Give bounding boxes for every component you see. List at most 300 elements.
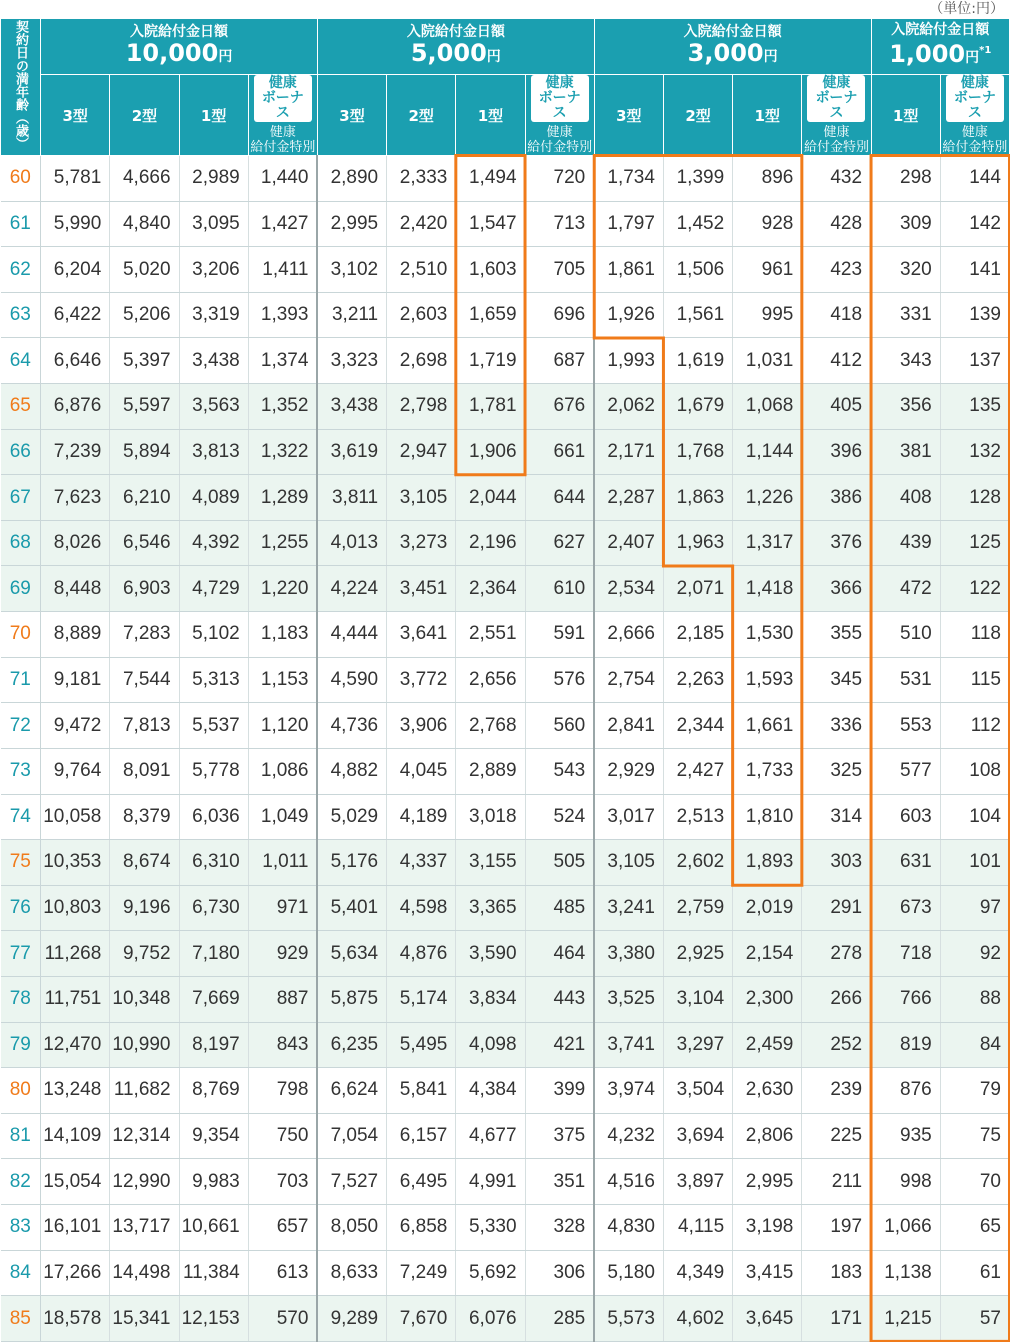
premium-cell: 1,993 (594, 338, 663, 384)
premium-cell: 1,066 (871, 1205, 940, 1251)
table-row (1, 429, 1010, 475)
premium-cell: 291 (802, 885, 871, 931)
premium-cell: 12,990 (110, 1159, 179, 1205)
premium-cell: 1,906 (456, 429, 525, 475)
premium-cell: 17,266 (41, 1250, 110, 1296)
premium-cell: 2,071 (663, 566, 732, 612)
premium-cell: 1,120 (248, 703, 317, 749)
premium-cell: 531 (871, 657, 940, 703)
premium-cell: 6,646 (41, 338, 110, 384)
age-cell: 74 (1, 794, 41, 840)
age-cell: 69 (1, 566, 41, 612)
premium-cell: 12,314 (110, 1113, 179, 1159)
premium-cell: 887 (248, 976, 317, 1022)
premium-cell: 8,050 (317, 1205, 386, 1251)
age-cell: 64 (1, 338, 41, 384)
age-cell: 85 (1, 1296, 41, 1342)
premium-cell: 6,903 (110, 566, 179, 612)
premium-cell: 2,925 (663, 931, 732, 977)
premium-cell: 8,769 (179, 1068, 248, 1114)
premium-cell: 4,384 (456, 1068, 525, 1114)
premium-cell: 1,374 (248, 338, 317, 384)
type-column-header: 1型 (179, 75, 248, 156)
premium-cell: 6,730 (179, 885, 248, 931)
premium-cell: 6,546 (110, 520, 179, 566)
premium-cell: 3,772 (387, 657, 456, 703)
table-row (1, 1159, 1010, 1205)
premium-cell: 115 (940, 657, 1009, 703)
premium-cell: 2,534 (594, 566, 663, 612)
premium-cell: 14,109 (41, 1113, 110, 1159)
table-row (1, 657, 1010, 703)
premium-cell: 4,392 (179, 520, 248, 566)
premium-cell: 1,661 (733, 703, 802, 749)
premium-cell: 14,498 (110, 1250, 179, 1296)
table-row (1, 201, 1010, 247)
premium-cell: 7,180 (179, 931, 248, 977)
premium-cell: 4,089 (179, 475, 248, 521)
premium-cell: 8,674 (110, 840, 179, 886)
premium-cell: 7,813 (110, 703, 179, 749)
premium-cell: 75 (940, 1113, 1009, 1159)
premium-cell: 2,513 (663, 794, 732, 840)
table-row (1, 1068, 1010, 1114)
premium-cell: 443 (525, 976, 594, 1022)
premium-cell: 6,204 (41, 247, 110, 293)
premium-cell: 1,659 (456, 292, 525, 338)
premium-cell: 9,764 (41, 748, 110, 794)
premium-cell: 8,379 (110, 794, 179, 840)
premium-cell: 3,323 (317, 338, 386, 384)
premium-cell: 3,563 (179, 384, 248, 430)
table-row (1, 885, 1010, 931)
premium-cell: 128 (940, 475, 1009, 521)
bonus-column-header: 健康 ボーナス 健康 給付金特別 (940, 75, 1009, 156)
premium-cell: 118 (940, 612, 1009, 658)
premium-cell: 197 (802, 1205, 871, 1251)
bonus-badge: 健康 ボーナス (254, 75, 312, 122)
premium-cell: 4,115 (663, 1205, 732, 1251)
premium-cell: 97 (940, 885, 1009, 931)
premium-cell: 211 (802, 1159, 871, 1205)
bonus-badge: 健康 ボーナス (946, 75, 1004, 122)
premium-cell: 6,157 (387, 1113, 456, 1159)
premium-cell: 1,220 (248, 566, 317, 612)
premium-cell: 5,102 (179, 612, 248, 658)
premium-cell: 2,841 (594, 703, 663, 749)
age-column-header: 契約日の満年齢（歳） (1, 19, 41, 156)
premium-cell: 2,196 (456, 520, 525, 566)
table-row (1, 1296, 1010, 1342)
premium-cell: 336 (802, 703, 871, 749)
premium-table (0, 18, 1010, 1342)
type-column-header: 1型 (456, 75, 525, 156)
premium-cell: 2,420 (387, 201, 456, 247)
premium-cell: 171 (802, 1296, 871, 1342)
group-header-10000: 入院給付金日額 10,000円 (41, 19, 318, 75)
premium-cell: 11,751 (41, 976, 110, 1022)
premium-cell: 1,068 (733, 384, 802, 430)
premium-cell: 6,858 (387, 1205, 456, 1251)
bonus-column-header: 健康 ボーナス 健康 給付金特別 (248, 75, 317, 156)
premium-cell: 2,806 (733, 1113, 802, 1159)
premium-cell: 5,841 (387, 1068, 456, 1114)
premium-cell: 418 (802, 292, 871, 338)
premium-cell: 3,380 (594, 931, 663, 977)
premium-cell: 285 (525, 1296, 594, 1342)
premium-cell: 4,840 (110, 201, 179, 247)
premium-cell: 3,438 (179, 338, 248, 384)
age-cell: 68 (1, 520, 41, 566)
premium-cell: 2,344 (663, 703, 732, 749)
premium-cell: 325 (802, 748, 871, 794)
premium-cell: 3,206 (179, 247, 248, 293)
premium-cell: 421 (525, 1022, 594, 1068)
table-row (1, 1113, 1010, 1159)
premium-cell: 961 (733, 247, 802, 293)
premium-cell: 298 (871, 156, 940, 202)
premium-cell: 720 (525, 156, 594, 202)
premium-cell: 2,656 (456, 657, 525, 703)
table-row (1, 1022, 1010, 1068)
group-header-1000: 入院給付金日額 1,000円$^{*1}$ (871, 19, 1009, 75)
premium-cell: 3,694 (663, 1113, 732, 1159)
premium-cell: 6,422 (41, 292, 110, 338)
premium-cell: 2,890 (317, 156, 386, 202)
premium-cell: 4,666 (110, 156, 179, 202)
premium-cell: 998 (871, 1159, 940, 1205)
age-cell: 62 (1, 247, 41, 293)
premium-cell: 2,602 (663, 840, 732, 886)
premium-cell: 1,144 (733, 429, 802, 475)
premium-cell: 423 (802, 247, 871, 293)
premium-cell: 412 (802, 338, 871, 384)
table-row (1, 520, 1010, 566)
premium-cell: 135 (940, 384, 1009, 430)
premium-cell: 355 (802, 612, 871, 658)
premium-cell: 2,989 (179, 156, 248, 202)
premium-cell: 15,054 (41, 1159, 110, 1205)
premium-cell: 2,427 (663, 748, 732, 794)
premium-cell: 4,098 (456, 1022, 525, 1068)
premium-cell: 5,020 (110, 247, 179, 293)
premium-cell: 18,578 (41, 1296, 110, 1342)
premium-cell: 84 (940, 1022, 1009, 1068)
age-cell: 78 (1, 976, 41, 1022)
premium-cell: 3,641 (387, 612, 456, 658)
premium-cell: 11,268 (41, 931, 110, 977)
premium-cell: 2,768 (456, 703, 525, 749)
premium-cell: 627 (525, 520, 594, 566)
premium-cell: 570 (248, 1296, 317, 1342)
premium-cell: 1,427 (248, 201, 317, 247)
type-column-header: 2型 (387, 75, 456, 156)
premium-cell: 798 (248, 1068, 317, 1114)
premium-cell: 396 (802, 429, 871, 475)
age-cell: 81 (1, 1113, 41, 1159)
premium-cell: 13,248 (41, 1068, 110, 1114)
premium-cell: 1,506 (663, 247, 732, 293)
premium-cell: 3,018 (456, 794, 525, 840)
premium-cell: 4,876 (387, 931, 456, 977)
premium-cell: 399 (525, 1068, 594, 1114)
premium-cell: 1,317 (733, 520, 802, 566)
premium-cell: 1,734 (594, 156, 663, 202)
premium-cell: 7,527 (317, 1159, 386, 1205)
premium-cell: 3,811 (317, 475, 386, 521)
premium-cell: 577 (871, 748, 940, 794)
premium-cell: 2,889 (456, 748, 525, 794)
premium-cell: 2,798 (387, 384, 456, 430)
premium-cell: 2,754 (594, 657, 663, 703)
premium-cell: 9,472 (41, 703, 110, 749)
premium-cell: 405 (802, 384, 871, 430)
age-cell: 80 (1, 1068, 41, 1114)
premium-cell: 5,206 (110, 292, 179, 338)
premium-cell: 1,011 (248, 840, 317, 886)
premium-cell: 239 (802, 1068, 871, 1114)
premium-cell: 703 (248, 1159, 317, 1205)
premium-cell: 2,510 (387, 247, 456, 293)
age-cell: 63 (1, 292, 41, 338)
premium-cell: 61 (940, 1250, 1009, 1296)
premium-cell: 5,781 (41, 156, 110, 202)
premium-cell: 3,105 (387, 475, 456, 521)
premium-cell: 6,310 (179, 840, 248, 886)
age-cell: 71 (1, 657, 41, 703)
premium-cell: 935 (871, 1113, 940, 1159)
premium-cell: 4,590 (317, 657, 386, 703)
premium-cell: 713 (525, 201, 594, 247)
premium-cell: 3,415 (733, 1250, 802, 1296)
premium-cell: 439 (871, 520, 940, 566)
table-row (1, 292, 1010, 338)
age-cell: 65 (1, 384, 41, 430)
premium-cell: 320 (871, 247, 940, 293)
premium-cell: 65 (940, 1205, 1009, 1251)
premium-cell: 3,102 (317, 247, 386, 293)
premium-cell: 112 (940, 703, 1009, 749)
premium-cell: 88 (940, 976, 1009, 1022)
premium-cell: 10,058 (41, 794, 110, 840)
age-cell: 61 (1, 201, 41, 247)
premium-cell: 331 (871, 292, 940, 338)
premium-cell: 4,882 (317, 748, 386, 794)
premium-cell: 137 (940, 338, 1009, 384)
premium-cell: 971 (248, 885, 317, 931)
premium-cell: 3,504 (663, 1068, 732, 1114)
premium-cell: 5,174 (387, 976, 456, 1022)
premium-cell: 1,411 (248, 247, 317, 293)
premium-cell: 928 (733, 201, 802, 247)
premium-cell: 896 (733, 156, 802, 202)
bonus-badge: 健康 ボーナス (531, 75, 589, 122)
premium-cell: 101 (940, 840, 1009, 886)
premium-cell: 819 (871, 1022, 940, 1068)
premium-cell: 356 (871, 384, 940, 430)
premium-cell: 1,215 (871, 1296, 940, 1342)
premium-cell: 266 (802, 976, 871, 1022)
premium-cell: 4,224 (317, 566, 386, 612)
premium-cell: 5,537 (179, 703, 248, 749)
premium-cell: 183 (802, 1250, 871, 1296)
premium-cell: 510 (871, 612, 940, 658)
premium-cell: 2,407 (594, 520, 663, 566)
premium-cell: 2,044 (456, 475, 525, 521)
table-row (1, 703, 1010, 749)
premium-cell: 2,062 (594, 384, 663, 430)
premium-cell: 9,196 (110, 885, 179, 931)
premium-cell: 7,054 (317, 1113, 386, 1159)
type-column-header: 2型 (110, 75, 179, 156)
footnote-marker: *1 (979, 45, 992, 56)
premium-cell: 1,719 (456, 338, 525, 384)
table-row (1, 1205, 1010, 1251)
premium-cell: 2,666 (594, 612, 663, 658)
premium-cell: 2,630 (733, 1068, 802, 1114)
premium-cell: 6,624 (317, 1068, 386, 1114)
premium-cell: 4,337 (387, 840, 456, 886)
premium-cell: 1,561 (663, 292, 732, 338)
premium-cell: 386 (802, 475, 871, 521)
bonus-column-header: 健康 ボーナス 健康 給付金特別 (802, 75, 871, 156)
premium-cell: 610 (525, 566, 594, 612)
type-column-header: 3型 (41, 75, 110, 156)
age-cell: 83 (1, 1205, 41, 1251)
premium-cell: 9,752 (110, 931, 179, 977)
premium-cell: 5,692 (456, 1250, 525, 1296)
age-cell: 70 (1, 612, 41, 658)
premium-cell: 3,365 (456, 885, 525, 931)
premium-cell: 3,619 (317, 429, 386, 475)
premium-cell: 2,333 (387, 156, 456, 202)
premium-cell: 432 (802, 156, 871, 202)
age-cell: 84 (1, 1250, 41, 1296)
premium-cell: 1,810 (733, 794, 802, 840)
premium-cell: 6,210 (110, 475, 179, 521)
premium-cell: 139 (940, 292, 1009, 338)
premium-cell: 2,995 (733, 1159, 802, 1205)
premium-cell: 2,287 (594, 475, 663, 521)
premium-cell: 1,593 (733, 657, 802, 703)
premium-cell: 2,551 (456, 612, 525, 658)
premium-cell: 644 (525, 475, 594, 521)
premium-cell: 132 (940, 429, 1009, 475)
premium-cell: 8,633 (317, 1250, 386, 1296)
type-column-header: 1型 (871, 75, 940, 156)
premium-cell: 3,104 (663, 976, 732, 1022)
premium-cell: 5,313 (179, 657, 248, 703)
premium-cell: 3,897 (663, 1159, 732, 1205)
premium-cell: 696 (525, 292, 594, 338)
premium-cell: 303 (802, 840, 871, 886)
premium-cell: 5,634 (317, 931, 386, 977)
premium-cell: 464 (525, 931, 594, 977)
premium-cell: 141 (940, 247, 1009, 293)
unit-note: （単位:円） (929, 1, 1004, 17)
table-row (1, 976, 1010, 1022)
premium-cell: 631 (871, 840, 940, 886)
premium-cell: 4,013 (317, 520, 386, 566)
table-row (1, 931, 1010, 977)
premium-cell: 3,105 (594, 840, 663, 886)
bonus-badge: 健康 ボーナス (807, 75, 865, 122)
premium-cell: 1,352 (248, 384, 317, 430)
premium-cell: 1,781 (456, 384, 525, 430)
premium-cell: 1,418 (733, 566, 802, 612)
premium-cell: 766 (871, 976, 940, 1022)
premium-cell: 3,906 (387, 703, 456, 749)
premium-cell: 3,273 (387, 520, 456, 566)
premium-cell: 485 (525, 885, 594, 931)
premium-cell: 1,255 (248, 520, 317, 566)
premium-cell: 10,990 (110, 1022, 179, 1068)
premium-cell: 3,297 (663, 1022, 732, 1068)
premium-cell: 4,232 (594, 1113, 663, 1159)
premium-cell: 2,603 (387, 292, 456, 338)
premium-cell: 70 (940, 1159, 1009, 1205)
premium-cell: 1,768 (663, 429, 732, 475)
premium-cell: 7,669 (179, 976, 248, 1022)
premium-cell: 4,602 (663, 1296, 732, 1342)
premium-cell: 3,438 (317, 384, 386, 430)
type-column-header: 3型 (317, 75, 386, 156)
premium-cell: 8,889 (41, 612, 110, 658)
premium-cell: 1,863 (663, 475, 732, 521)
premium-cell: 676 (525, 384, 594, 430)
premium-cell: 104 (940, 794, 1009, 840)
premium-cell: 8,197 (179, 1022, 248, 1068)
premium-cell: 3,645 (733, 1296, 802, 1342)
premium-cell: 2,698 (387, 338, 456, 384)
premium-cell: 1,183 (248, 612, 317, 658)
premium-cell: 4,729 (179, 566, 248, 612)
premium-cell: 5,597 (110, 384, 179, 430)
premium-cell: 1,289 (248, 475, 317, 521)
premium-cell: 8,091 (110, 748, 179, 794)
premium-cell: 929 (248, 931, 317, 977)
premium-cell: 3,741 (594, 1022, 663, 1068)
premium-cell: 3,198 (733, 1205, 802, 1251)
premium-cell: 8,448 (41, 566, 110, 612)
age-cell: 60 (1, 156, 41, 202)
premium-cell: 1,086 (248, 748, 317, 794)
premium-cell: 13,717 (110, 1205, 179, 1251)
premium-cell: 343 (871, 338, 940, 384)
premium-cell: 12,470 (41, 1022, 110, 1068)
premium-cell: 1,153 (248, 657, 317, 703)
premium-cell: 1,619 (663, 338, 732, 384)
table-row (1, 612, 1010, 658)
premium-cell: 5,875 (317, 976, 386, 1022)
premium-cell: 2,185 (663, 612, 732, 658)
premium-cell: 4,991 (456, 1159, 525, 1205)
premium-cell: 3,451 (387, 566, 456, 612)
table-row (1, 338, 1010, 384)
premium-cell: 5,330 (456, 1205, 525, 1251)
premium-cell: 1,452 (663, 201, 732, 247)
premium-cell: 309 (871, 201, 940, 247)
premium-cell: 524 (525, 794, 594, 840)
premium-cell: 3,319 (179, 292, 248, 338)
premium-cell: 5,894 (110, 429, 179, 475)
premium-cell: 5,397 (110, 338, 179, 384)
premium-cell: 5,573 (594, 1296, 663, 1342)
premium-cell: 673 (871, 885, 940, 931)
premium-cell: 16,101 (41, 1205, 110, 1251)
premium-cell: 225 (802, 1113, 871, 1159)
premium-cell: 376 (802, 520, 871, 566)
